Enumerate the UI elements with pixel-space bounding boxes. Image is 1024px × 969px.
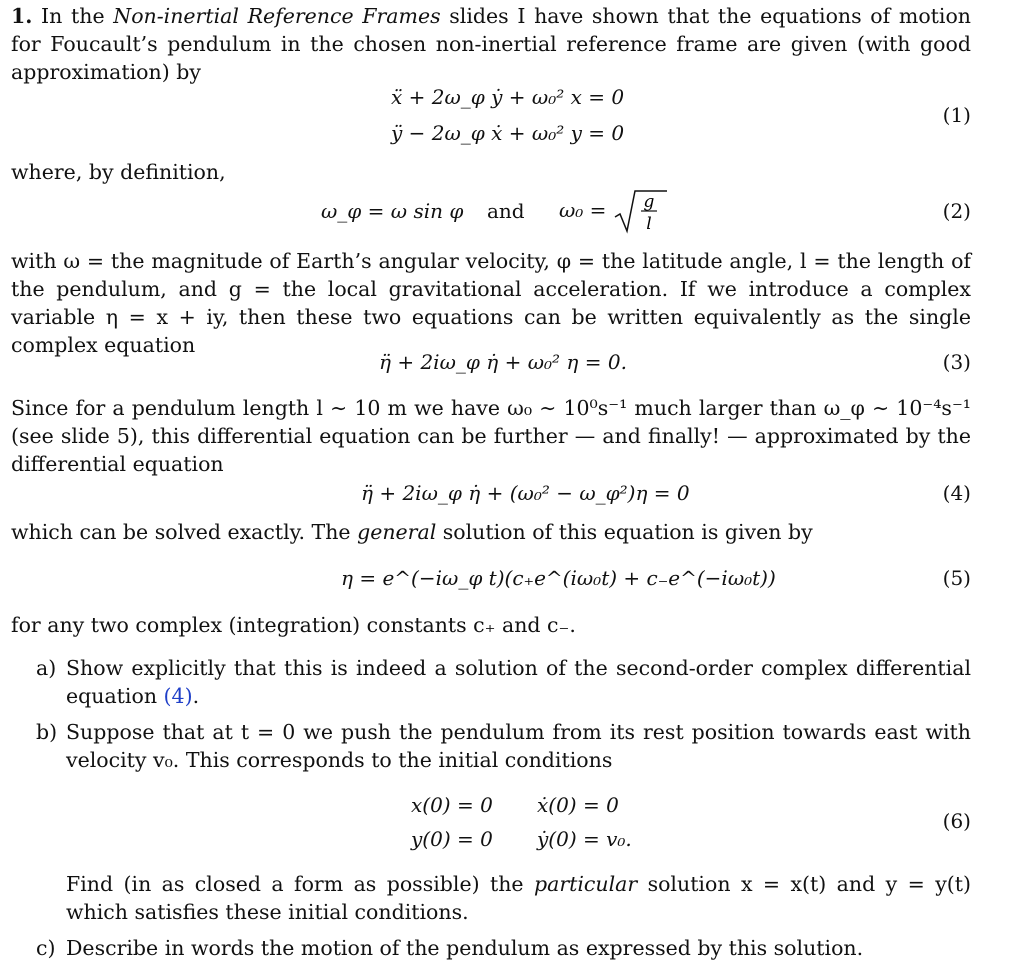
equation-1-line-2: ÿ − 2ω_φ ẋ + ω₀² y = 0 bbox=[391, 121, 625, 145]
equation-2-right bbox=[559, 188, 669, 235]
general-solution-text bbox=[11, 518, 971, 546]
solve-general: general bbox=[357, 520, 437, 544]
part-c bbox=[36, 934, 971, 962]
constants-text: for any two complex (integration) constants c₊ and c₋. bbox=[11, 613, 576, 637]
ic-x0: x(0) = 0 bbox=[411, 793, 493, 817]
part-b-text: Suppose that at t = 0 we push the pendulum from its rest position towards east with velocity v₀. This corresponds to the initial conditions bbox=[66, 720, 971, 772]
equation-1-line-1: ẍ + 2ω_φ ẏ + ω₀² x = 0 bbox=[391, 85, 625, 109]
where-text: where, by definition, bbox=[11, 160, 226, 184]
find-text-a: Find (in as closed a form as possible) the bbox=[66, 872, 534, 896]
ic-y0: y(0) = 0 bbox=[411, 827, 493, 851]
find-particular: particular bbox=[533, 872, 638, 896]
equation-6-number: (6) bbox=[942, 809, 971, 833]
with-paragraph: with ω = the magnitude of Earth’s angular velocity, φ = the latitude angle, l = the length of the pendulum, and g = the local gravitational acceleration. If we introduce a complex variable η = x + iy, then these two equations can be written equivalently as the single complex equation bbox=[11, 249, 971, 357]
part-a-text-end: . bbox=[192, 684, 200, 708]
sqrt-denominator: l bbox=[646, 213, 652, 234]
part-a-label: a) bbox=[36, 656, 57, 680]
ic-ydot0: ẏ(0) = v₀. bbox=[537, 827, 632, 851]
intro-paragraph bbox=[11, 2, 971, 86]
solve-text-a: which can be solved exactly. The bbox=[11, 520, 358, 544]
equation-3: η̈ + 2iω_φ η̇ + ω₀² η = 0. bbox=[379, 350, 627, 374]
part-b bbox=[36, 718, 971, 774]
equation-2-number: (2) bbox=[942, 199, 971, 223]
part-a bbox=[36, 654, 971, 710]
equation-4: η̈ + 2iω_φ η̇ + (ω₀² − ω_φ²)η = 0 bbox=[361, 481, 690, 505]
sqrt-g-over-l bbox=[613, 189, 669, 235]
equation-1-number: (1) bbox=[942, 103, 971, 127]
part-a-text: Show explicitly that this is indeed a solution of the second-order complex differential equation bbox=[66, 656, 971, 708]
slides-title: Non-inertial Reference Frames bbox=[113, 4, 441, 28]
equation-4-reference-link[interactable]: (4) bbox=[163, 684, 193, 708]
problem-number: 1. bbox=[11, 4, 33, 28]
find-text-b: solution x = x(t) and y = y(t) which satisfies these initial conditions. bbox=[66, 872, 972, 924]
equation-3-number: (3) bbox=[942, 350, 971, 374]
part-b-find bbox=[36, 870, 971, 926]
ic-xdot0: ẋ(0) = 0 bbox=[537, 793, 619, 817]
omega0-lhs: ω₀ = bbox=[559, 198, 607, 222]
equation-2-and: and bbox=[487, 199, 525, 223]
part-c-label: c) bbox=[36, 936, 56, 960]
intro-text-a: In the bbox=[32, 4, 114, 28]
equation-4-number: (4) bbox=[942, 481, 971, 505]
solve-text-b: solution of this equation is given by bbox=[436, 520, 813, 544]
part-c-text: Describe in words the motion of the pendulum as expressed by this solution. bbox=[66, 936, 864, 960]
equation-2-left: ω_φ = ω sin φ bbox=[321, 199, 464, 223]
sqrt-numerator: g bbox=[643, 191, 655, 212]
part-b-label: b) bbox=[36, 720, 58, 744]
intro-text-b: slides I have shown that the equations of motion for Foucault’s pendulum in the chosen non-inertial reference frame are given (with good approximation) by bbox=[11, 4, 972, 84]
since-paragraph: Since for a pendulum length l ∼ 10 m we have ω₀ ∼ 10⁰s⁻¹ much larger than ω_φ ∼ 10⁻⁴s⁻¹ (see slide 5), this differential equation can be further — and finally! — approximated by the differential equation bbox=[11, 396, 971, 476]
equation-5: η = e^(−iω_φ t)(c₊e^(iω₀t) + c₋e^(−iω₀t)) bbox=[341, 566, 776, 590]
equation-5-number: (5) bbox=[942, 566, 971, 590]
